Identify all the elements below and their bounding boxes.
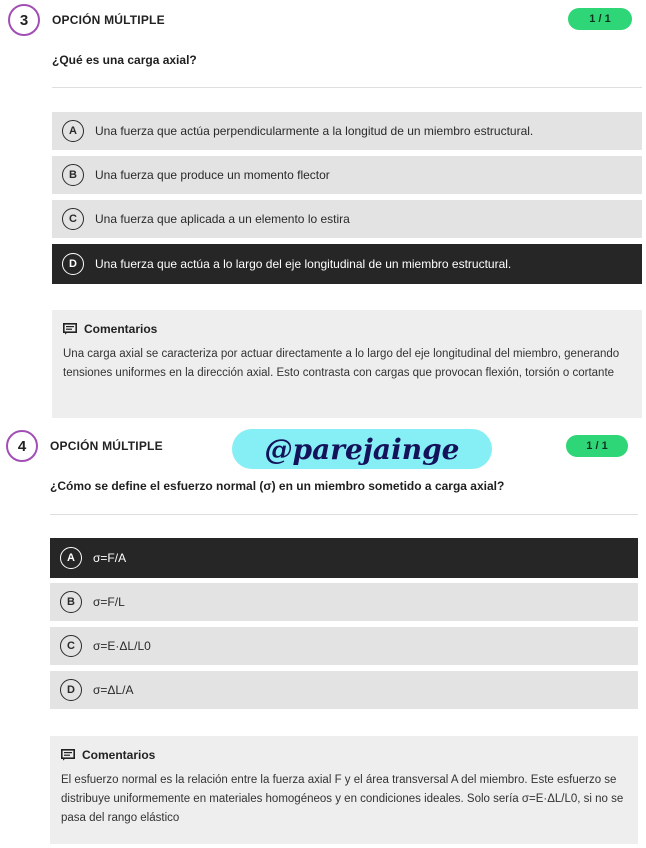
comments-header [63,322,631,336]
comments-text: El esfuerzo normal es la relación entre la fuerza axial F y el área transversal A del miembro. Este esfuerzo se distribuye uniformemente en materiales homogéneos y en condiciones ideales. Solo sería σ=E·ΔL/L0, si no se pasa del rango elástico [61,774,624,824]
option-c[interactable] [50,627,638,665]
question-type-label: OPCIÓN MÚLTIPLE [50,439,163,453]
option-a[interactable] [52,112,642,150]
option-letter-a: A [62,120,84,142]
question-number-badge: 3 [8,4,40,36]
option-text: σ=F/L [93,595,125,609]
question-type-label: OPCIÓN MÚLTIPLE [52,13,165,27]
option-d[interactable] [50,671,638,709]
option-text: σ=ΔL/A [93,683,134,697]
option-letter-b: B [62,164,84,186]
comments-title: Comentarios [82,748,156,762]
comments-text: Una carga axial se caracteriza por actuar directamente a lo largo del eje longitudinal del miembro, generando tensiones uniformes en la dirección axial. Esto contrasta con cargas que provocan flexión, torsión o cortante [63,348,620,379]
question-text: ¿Qué es una carga axial? [52,53,197,67]
comments-panel [50,736,638,844]
option-letter-a: A [60,547,82,569]
option-text: σ=E·ΔL/L0 [93,639,151,653]
score-badge: 1 / 1 [568,8,632,30]
option-letter-b: B [60,591,82,613]
option-b[interactable] [52,156,642,194]
option-text: Una fuerza que actúa a lo largo del eje longitudinal de un miembro estructural. [95,257,512,271]
option-text: σ=F/A [93,551,127,565]
comment-icon [61,749,75,761]
option-text: Una fuerza que actúa perpendicularmente a la longitud de un miembro estructural. [95,124,534,138]
option-c[interactable] [52,200,642,238]
option-letter-d: D [62,253,84,275]
score-badge: 1 / 1 [566,435,628,457]
watermark-banner: @parejainge [232,429,492,469]
option-text: Una fuerza que produce un momento flector [95,168,330,182]
divider [50,514,638,515]
option-letter-c: C [62,208,84,230]
option-b[interactable] [50,583,638,621]
option-a-selected[interactable] [50,538,638,578]
comments-title: Comentarios [84,322,158,336]
divider [52,87,642,88]
question-text: ¿Cómo se define el esfuerzo normal (σ) en un miembro sometido a carga axial? [50,479,505,493]
option-text: Una fuerza que aplicada a un elemento lo estira [95,212,350,226]
option-d-selected[interactable] [52,244,642,284]
comments-panel [52,310,642,418]
comment-icon [63,323,77,335]
option-letter-c: C [60,635,82,657]
comments-header [61,748,627,762]
question-number-badge: 4 [6,430,38,462]
option-letter-d: D [60,679,82,701]
